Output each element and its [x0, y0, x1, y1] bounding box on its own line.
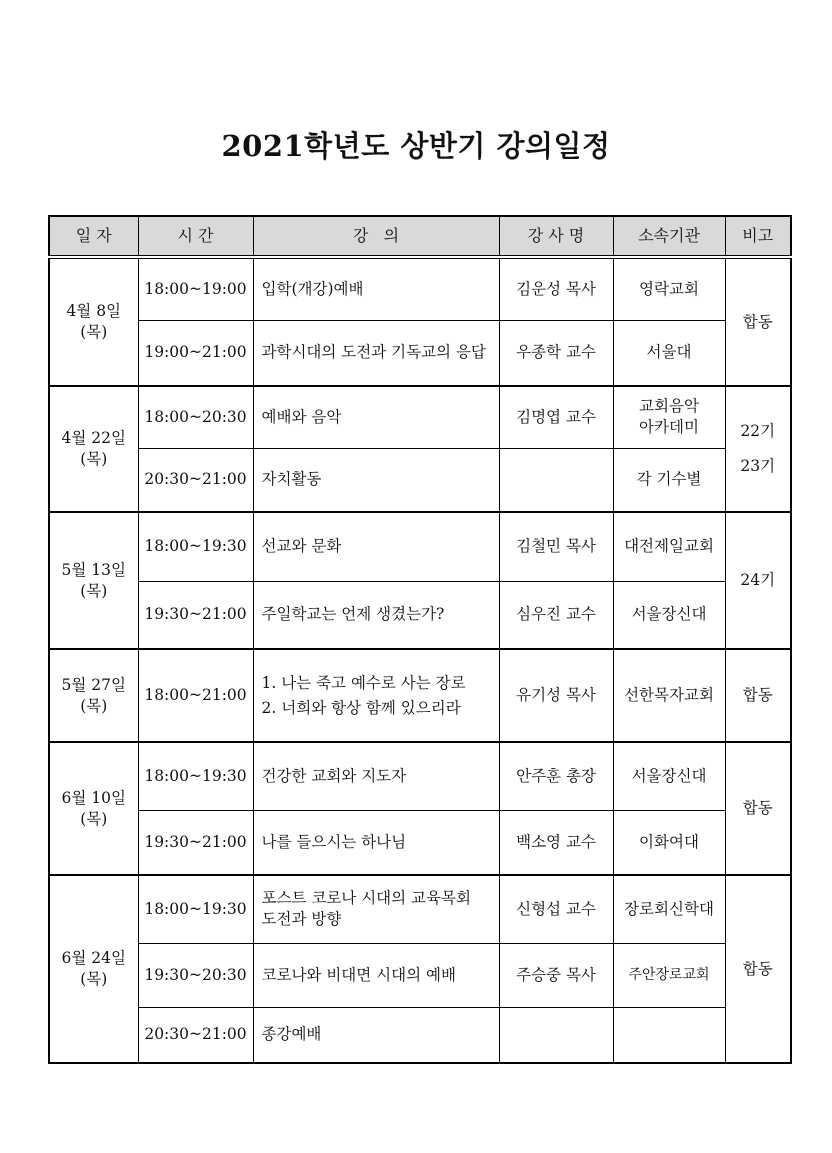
- table-row: [49, 943, 791, 1007]
- date-cell: 6월 10일 (목): [49, 742, 138, 875]
- lecture-cell: 입학(개강)예배: [253, 257, 499, 320]
- lecturer-cell: 우종학 교수: [499, 320, 613, 386]
- table-row: [49, 386, 791, 448]
- time-cell: 19:30~20:30: [138, 943, 253, 1007]
- lecture-cell: 예배와 음악: [253, 386, 499, 448]
- org-cell: 영락교회: [613, 257, 725, 320]
- org-cell: 이화여대: [613, 810, 725, 875]
- org-cell: 대전제일교회: [613, 512, 725, 581]
- lecture-cell: 나를 들으시는 하나님: [253, 810, 499, 875]
- note-cell: 합동: [725, 257, 791, 386]
- page-title: 2021학년도 상반기 강의일정: [221, 129, 611, 163]
- time-cell: 18:00~19:30: [138, 875, 253, 943]
- time-cell: 19:30~21:00: [138, 810, 253, 875]
- time-cell: 18:00~20:30: [138, 386, 253, 448]
- time-cell: 20:30~21:00: [138, 1007, 253, 1063]
- org-cell: 주안장로교회: [613, 943, 725, 1007]
- org-cell: 서울장신대: [613, 581, 725, 649]
- lecturer-cell: 김운성 목사: [499, 257, 613, 320]
- table-row: [49, 581, 791, 649]
- date-cell: 5월 13일 (목): [49, 512, 138, 649]
- lecturer-cell: 백소영 교수: [499, 810, 613, 875]
- schedule-table: [48, 215, 792, 1064]
- note-cell: 24기: [725, 512, 791, 649]
- table-row: [49, 875, 791, 943]
- lecture-cell: 건강한 교회와 지도자: [253, 742, 499, 810]
- org-cell: 교회음악 아카데미: [613, 386, 725, 448]
- header-org: 소속기관: [613, 216, 725, 257]
- lecturer-cell: 심우진 교수: [499, 581, 613, 649]
- table-row: [49, 320, 791, 386]
- lecture-cell: 자치활동: [253, 448, 499, 512]
- lecturer-cell: 신형섭 교수: [499, 875, 613, 943]
- org-cell: 선한목자교회: [613, 649, 725, 742]
- org-cell: [613, 1007, 725, 1063]
- date-cell: 4월 8일 (목): [49, 257, 138, 386]
- org-cell: 각 기수별: [613, 448, 725, 512]
- header-date: 일 자: [49, 216, 138, 257]
- lecture-cell: 코로나와 비대면 시대의 예배: [253, 943, 499, 1007]
- table-row: [49, 1007, 791, 1063]
- table-row: [49, 810, 791, 875]
- table-row: [49, 257, 791, 320]
- time-cell: 18:00~19:00: [138, 257, 253, 320]
- time-cell: 20:30~21:00: [138, 448, 253, 512]
- lecturer-cell: [499, 448, 613, 512]
- note-cell: 22기 23기: [725, 386, 791, 512]
- time-cell: 19:30~21:00: [138, 581, 253, 649]
- table-row: [49, 448, 791, 512]
- time-cell: 19:00~21:00: [138, 320, 253, 386]
- lecturer-cell: [499, 1007, 613, 1063]
- time-cell: 18:00~21:00: [138, 649, 253, 742]
- lecturer-cell: 주승중 목사: [499, 943, 613, 1007]
- date-cell: 4월 22일 (목): [49, 386, 138, 512]
- time-cell: 18:00~19:30: [138, 742, 253, 810]
- header-lecture: 강 의: [253, 216, 499, 257]
- lecture-cell: 과학시대의 도전과 기독교의 응답: [253, 320, 499, 386]
- org-cell: 장로회신학대: [613, 875, 725, 943]
- lecture-cell: 포스트 코로나 시대의 교육목회 도전과 방향: [253, 875, 499, 943]
- date-cell: 6월 24일 (목): [49, 875, 138, 1063]
- table-row: [49, 742, 791, 810]
- note-cell: 합동: [725, 649, 791, 742]
- lecture-cell: 종강예배: [253, 1007, 499, 1063]
- table-row: [49, 512, 791, 581]
- header-time: 시 간: [138, 216, 253, 257]
- org-cell: 서울장신대: [613, 742, 725, 810]
- lecturer-cell: 안주훈 총장: [499, 742, 613, 810]
- org-cell: 서울대: [613, 320, 725, 386]
- lecturer-cell: 김철민 목사: [499, 512, 613, 581]
- lecture-cell: 선교와 문화: [253, 512, 499, 581]
- note-cell: 합동: [725, 742, 791, 875]
- lecturer-cell: 유기성 목사: [499, 649, 613, 742]
- time-cell: 18:00~19:30: [138, 512, 253, 581]
- date-cell: 5월 27일 (목): [49, 649, 138, 742]
- lecture-cell: 주일학교는 언제 생겼는가?: [253, 581, 499, 649]
- lecture-cell: 1. 나는 죽고 예수로 사는 장로 2. 너희와 항상 함께 있으리라: [253, 649, 499, 742]
- header-lecturer: 강 사 명: [499, 216, 613, 257]
- header-note: 비고: [725, 216, 791, 257]
- table-row: [49, 649, 791, 742]
- note-cell: 합동: [725, 875, 791, 1063]
- header-row: [49, 216, 791, 257]
- lecturer-cell: 김명엽 교수: [499, 386, 613, 448]
